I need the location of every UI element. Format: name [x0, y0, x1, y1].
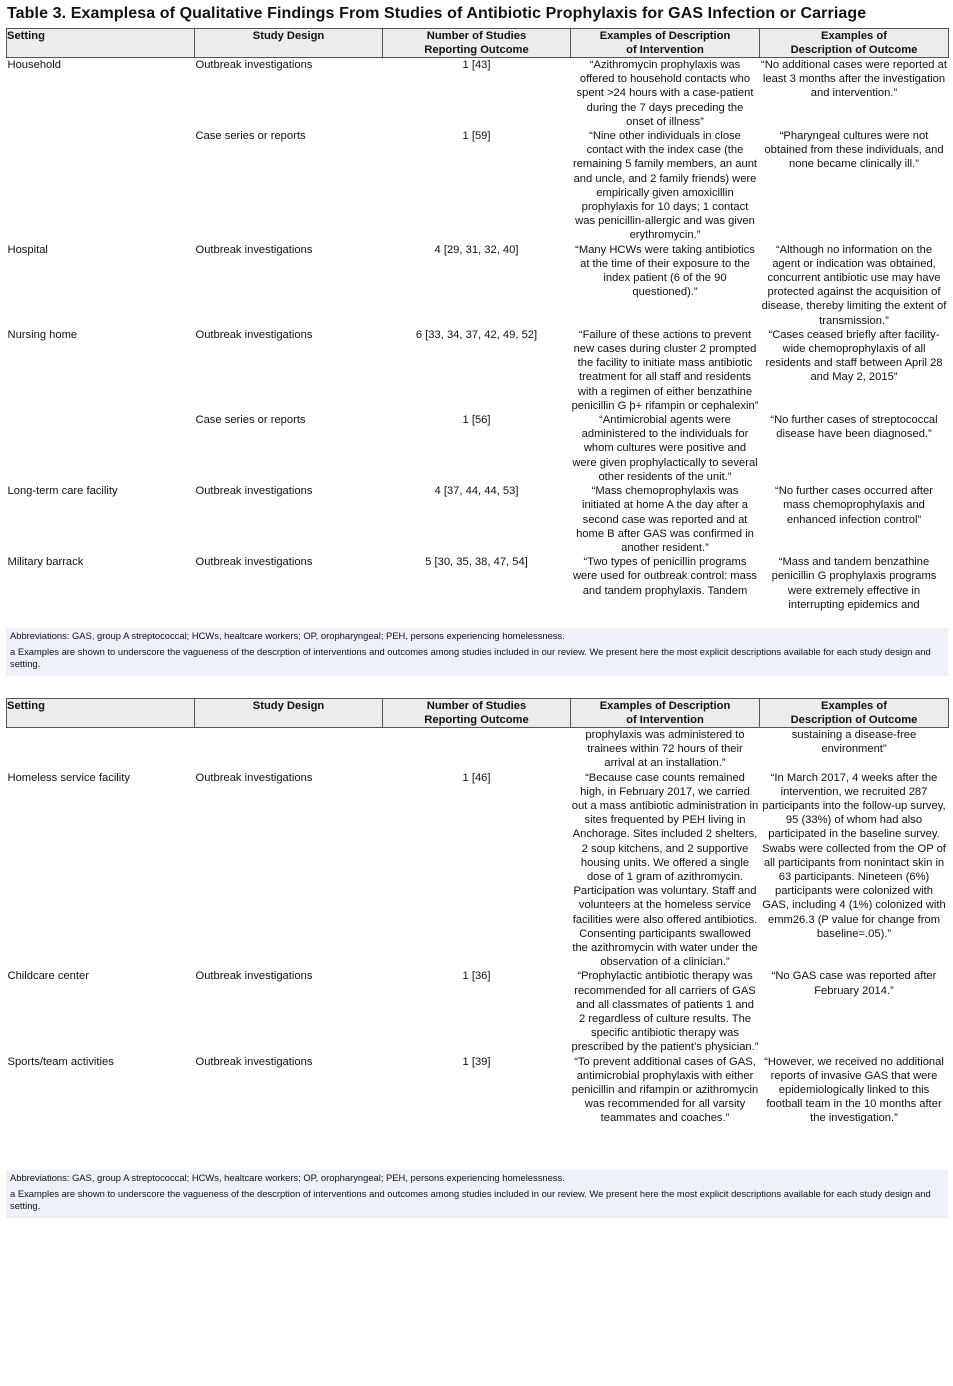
row-outcome: “Although no information on the agent or indication was obtained, concurrent antibiotic use may have protected against the acquisition of disease, thereby limiting the extent of transmission.” — [761, 243, 947, 327]
abbreviations-note: Abbreviations: GAS, group A streptococcal; HCWs, healtcare workers; OP, oropharyngeal; PEH, persons experiencing homelessness. — [10, 630, 565, 641]
header-row — [7, 29, 949, 58]
row-number-of-studies: 4 [29, 31, 32, 40] — [434, 243, 519, 256]
row-study-design — [195, 728, 383, 771]
row-study-design: Case series or reports — [195, 414, 306, 427]
row-intervention: “Two types of penicillin programs were used for outbreak control: mass and tandem prophylaxis. Tandem — [572, 556, 758, 597]
header-intervention — [571, 29, 760, 58]
row-setting: Long-term care facility — [7, 485, 118, 498]
header-row — [7, 699, 949, 728]
header-design-label: Study Design — [252, 30, 325, 42]
row-setting: Homeless service facility — [7, 771, 130, 784]
row-outcome: “No further cases occurred after mass chemoprophylaxis and enhanced infection control” — [775, 485, 933, 526]
table-row — [7, 129, 949, 243]
header-study-design — [195, 699, 383, 728]
row-number-of-studies: 4 [37, 44, 44, 53] — [434, 485, 519, 498]
row-setting — [7, 413, 195, 484]
table-row — [7, 728, 949, 771]
row-study-design: Outbreak investigations — [195, 771, 313, 784]
row-outcome: sustaining a disease-free environment” — [791, 729, 917, 756]
row-setting: Childcare center — [7, 970, 89, 983]
row-number-of-studies: 5 [30, 35, 38, 47, 54] — [425, 556, 528, 569]
row-setting: Hospital — [7, 243, 48, 256]
header-intervention-line-2: of Intervention — [626, 714, 704, 726]
header-count-line-2: Reporting Outcome — [424, 714, 529, 726]
row-intervention: “Azithromycin prophylaxis was offered to household contacts who spent >24 hours with a case-patient during the 7 days preceding the onset of illness” — [576, 59, 754, 128]
table-part-1-clip — [0, 28, 953, 626]
row-study-design: Outbreak investigations — [195, 1055, 313, 1068]
row-study-design: Outbreak investigations — [195, 556, 313, 569]
table-part-2-clip — [0, 698, 953, 1170]
table-body-part-1 — [7, 58, 949, 612]
table-row — [7, 58, 949, 130]
header-design-label: Study Design — [252, 700, 325, 712]
header-setting — [7, 699, 195, 728]
row-outcome: “In March 2017, 4 weeks after the intervention, we recruited 287 participants into the follow-up survey, 95 (33%) of whom had also participated in the baseline survey. Swabs were collected from the OP of all participants from nonintact skin in 63 participants. Nineteen (6%) participants were colonized with GAS, including 4 (1%) colonized with emm26.3 (P value for change from baseline=.05).” — [762, 771, 946, 940]
table-row — [7, 413, 949, 484]
row-intervention: “Nine other individuals in close contact with the index case (the remaining 5 family members, an aunt and uncle, and 2 family friends) were empirically given amoxicillin prophylaxis for 10 days; 1 contact was penicillin-allergic and was given erythromycin.” — [572, 130, 758, 242]
table-row — [7, 555, 949, 612]
row-intervention: prophylaxis was administered to trainees within 72 hours of their arrival at an installation.” — [585, 729, 745, 770]
header-count-line-1: Number of Studies — [426, 30, 527, 42]
row-study-design: Outbreak investigations — [195, 243, 313, 256]
row-study-design: Outbreak investigations — [195, 485, 313, 498]
header-outcome — [760, 699, 949, 728]
footnote-a: a Examples are shown to underscore the vagueness of the descrption of interventions and outcomes among studies included in our review. We present here the most explicit descriptions available for each study design and setting. — [10, 1188, 931, 1211]
row-study-design: Outbreak investigations — [195, 59, 313, 71]
header-outcome-line-1: Examples of — [821, 700, 887, 712]
header-setting-label: Setting — [7, 30, 45, 42]
table-row — [7, 484, 949, 555]
row-outcome: “Mass and tandem benzathine penicillin G prophylaxis programs were extremely effective in interrupting epidemics and — [771, 556, 937, 611]
header-setting-label: Setting — [7, 700, 45, 712]
header-outcome-line-1: Examples of — [821, 30, 887, 42]
row-outcome: “Pharyngeal cultures were not obtained from these individuals, and none became clinically ill.” — [764, 130, 944, 171]
header-outcome — [760, 29, 949, 58]
header-outcome-line-2: Description of Outcome — [790, 44, 918, 56]
findings-table-part-2 — [6, 698, 949, 1126]
table-row — [7, 1055, 949, 1126]
row-intervention: “Because case counts remained high, in February 2017, we carried out a mass antibiotic administration in sites frequented by PEH living in Anchorage. Sites included 2 shelters, 2 soup kitchens, and 2 supportive housing units. We offered a single dose of 1 gram of azithromycin. Participation was voluntary. Staff and volunteers at the homeless service facilities were also offered antibiotics. Consenting participants swallowed the azithromycin with water under the observation of a clinician.” — [571, 771, 759, 969]
row-number-of-studies: 6 [33, 34, 37, 42, 49, 52] — [415, 328, 538, 341]
row-number-of-studies: 1 [43] — [462, 59, 491, 71]
row-outcome: “No additional cases were reported at least 3 months after the investigation and intervention.” — [761, 59, 947, 100]
row-number-of-studies: 1 [56] — [462, 414, 491, 427]
row-setting: Military barrack — [7, 556, 84, 569]
row-setting: Household — [7, 59, 61, 71]
row-outcome: “However, we received no additional reports of invasive GAS that were epidemiologically linked to this football team in the 10 months after the investigation.” — [764, 1055, 944, 1125]
abbreviations-note: Abbreviations: GAS, group A streptococcal; HCWs, healtcare workers; OP, oropharyngeal; PEH, persons experiencing homelessness. — [10, 1172, 565, 1183]
row-setting: Nursing home — [7, 328, 78, 341]
row-intervention: “Antimicrobial agents were administered to the individuals for whom cultures were positive and were given prophylactically to several other residents of the unit.” — [572, 414, 758, 483]
header-count-line-1: Number of Studies — [426, 700, 527, 712]
table-row — [7, 328, 949, 413]
table-body-part-2 — [7, 728, 949, 1126]
row-outcome: “No further cases of streptococcal disease have been diagnosed.” — [770, 414, 938, 441]
row-number-of-studies: 1 [46] — [462, 771, 491, 784]
header-number-of-studies — [383, 29, 571, 58]
table-row — [7, 243, 949, 328]
table-title: Table 3. Examplesa of Qualitative Findings From Studies of Antibiotic Prophylaxis for GAS Infection or Carriage — [7, 5, 867, 22]
row-intervention: “To prevent additional cases of GAS, antimicrobial prophylaxis with either penicillin and rifampin or azithromycin was recommended for all varsity teammates and coaches.” — [571, 1055, 759, 1125]
table-row — [7, 969, 949, 1054]
table-notes-part-1 — [6, 628, 948, 676]
header-intervention-line-2: of Intervention — [626, 44, 704, 56]
row-outcome: “Cases ceased briefly after facility-wide chemoprophylaxis of all residents and staff between April 28 and May 2, 2015” — [765, 328, 943, 384]
row-setting — [7, 728, 195, 771]
row-intervention: “Prophylactic antibiotic therapy was recommended for all carriers of GAS and all classmates of patients 1 and 2 regardless of culture results. The specific antibiotic therapy was prescribed by the patient’s physician.” — [571, 970, 759, 1054]
findings-table-part-1 — [6, 28, 949, 612]
row-outcome: “No GAS case was reported after February 2014.” — [771, 970, 937, 997]
row-intervention: “Many HCWs were taking antibiotics at the time of their exposure to the index patient (6 of the 90 questioned).” — [575, 243, 755, 299]
footnote-a: a Examples are shown to underscore the vagueness of the descrption of interventions and outcomes among studies included in our review. We present here the most explicit descriptions available for each study design and setting. — [10, 646, 931, 669]
row-setting: Sports/team activities — [7, 1055, 114, 1068]
header-outcome-line-2: Description of Outcome — [790, 714, 918, 726]
row-study-design: Outbreak investigations — [195, 328, 313, 341]
header-intervention — [571, 699, 760, 728]
row-intervention: “Mass chemoprophylaxis was initiated at home A the day after a second case was reported and at home B after GAS was confirmed in another resident.” — [576, 485, 754, 554]
header-count-line-2: Reporting Outcome — [424, 44, 529, 56]
row-setting — [7, 129, 195, 243]
row-number-of-studies: 1 [39] — [462, 1055, 491, 1068]
table-notes-part-2 — [6, 1170, 948, 1218]
header-intervention-line-1: Examples of Description — [599, 30, 731, 42]
header-study-design — [195, 29, 383, 58]
row-number-of-studies: 1 [59] — [462, 130, 491, 143]
row-intervention: “Failure of these actions to prevent new cases during cluster 2 prompted the facility to initiate mass antibiotic treatment for all staff and residents with a regimen of either benzathine penicillin G þ+ rifampin or cephalexin” — [571, 328, 759, 412]
table-row — [7, 771, 949, 970]
header-number-of-studies — [383, 699, 571, 728]
header-setting — [7, 29, 195, 58]
row-number-of-studies — [383, 728, 571, 771]
row-number-of-studies: 1 [36] — [462, 970, 491, 983]
header-intervention-line-1: Examples of Description — [599, 700, 731, 712]
row-study-design: Case series or reports — [195, 130, 306, 143]
row-study-design: Outbreak investigations — [195, 970, 313, 983]
